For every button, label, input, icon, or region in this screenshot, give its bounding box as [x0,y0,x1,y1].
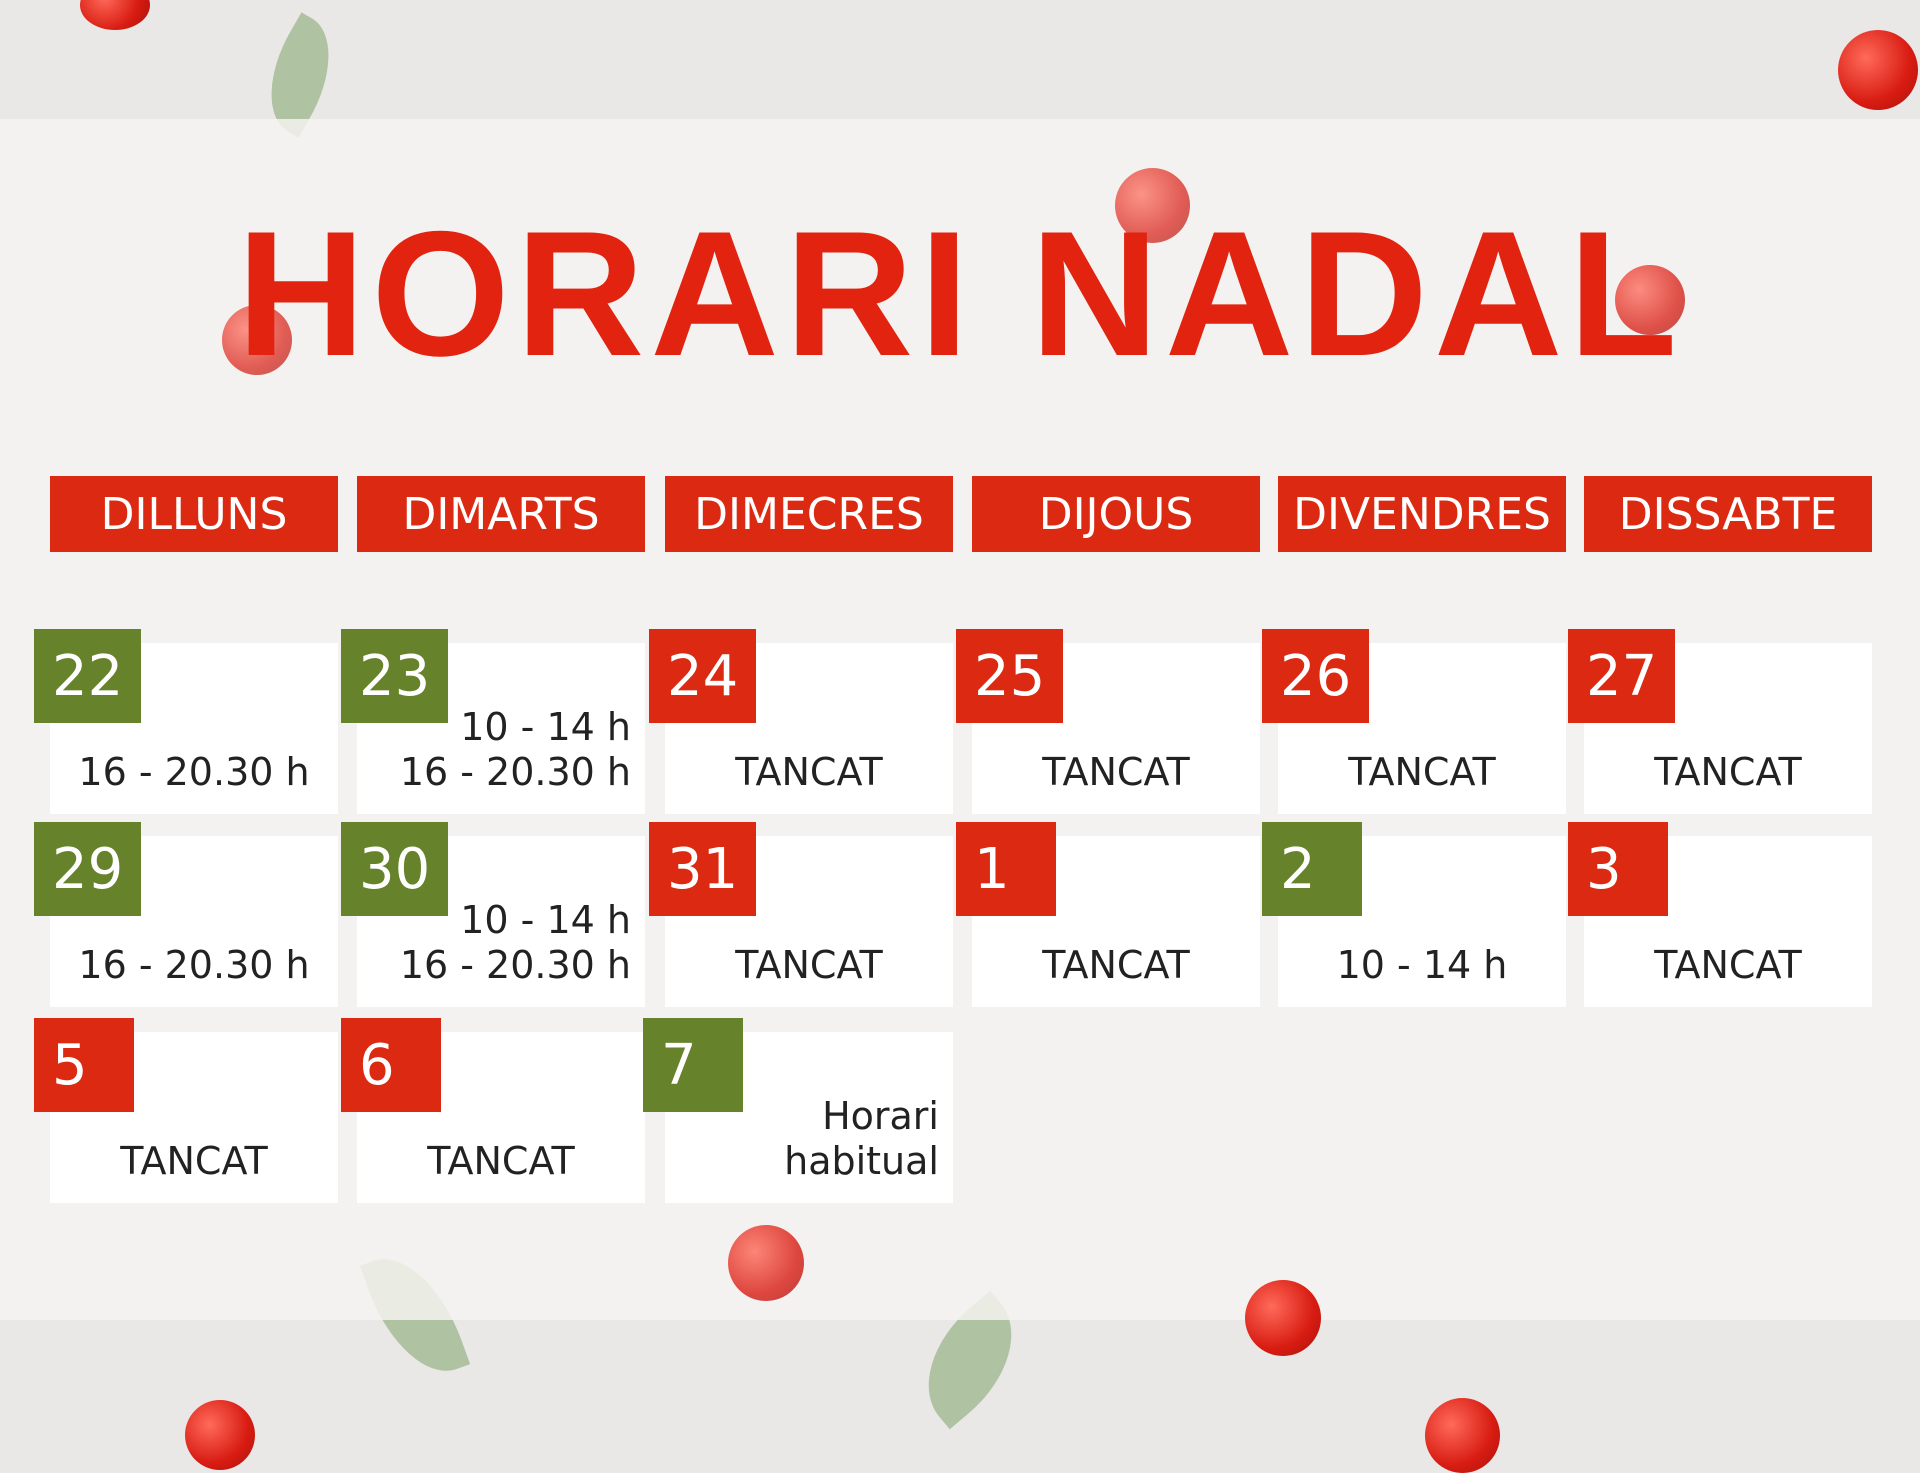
day-header-dimarts: DIMARTS [357,476,645,552]
day-number-badge: 25 [956,629,1063,723]
calendar-cell [357,1032,645,1203]
hours-line: Horari [822,1093,939,1138]
hours-line: 16 - 20.30 h [399,750,631,795]
berry-decoration [185,1400,255,1470]
calendar-cell [1584,836,1872,1007]
hours-text [1278,943,1566,989]
day-number-badge: 22 [34,629,141,723]
day-header-dilluns: DILLUNS [50,476,338,552]
hours-line: 16 - 20.30 h [399,943,631,988]
hours-line: 10 - 14 h [460,704,631,749]
hours-text [972,943,1260,989]
hours-text [972,750,1260,796]
calendar-cell [665,643,953,814]
day-header-dimecres: DIMECRES [665,476,953,552]
hours-line: TANCAT [1654,750,1802,795]
day-number-badge: 30 [341,822,448,916]
day-number-badge: 27 [1568,629,1675,723]
hours-text [1584,943,1872,989]
hours-line: TANCAT [427,1139,575,1184]
day-number-badge: 24 [649,629,756,723]
calendar-cell [972,836,1260,1007]
day-number-badge: 6 [341,1018,441,1112]
day-header-divendres: DIVENDRES [1278,476,1566,552]
day-number-badge: 1 [956,822,1056,916]
hours-line: TANCAT [1654,943,1802,988]
day-number-badge: 26 [1262,629,1369,723]
hours-line: 10 - 14 h [1336,943,1508,988]
day-header-dissabte: DISSABTE [1584,476,1872,552]
hours-line: habitual [784,1139,939,1184]
day-number-badge: 23 [341,629,448,723]
hours-text [50,1139,338,1185]
hours-text [357,898,631,989]
hours-line: 16 - 20.30 h [78,943,310,988]
calendar-cell [1278,643,1566,814]
hours-line: TANCAT [735,750,883,795]
hours-text [1278,750,1566,796]
hours-line: TANCAT [120,1139,268,1184]
hours-line: TANCAT [1042,750,1190,795]
page-title: HORARI NADAL [236,194,1684,393]
day-number-badge: 29 [34,822,141,916]
berry-decoration [1425,1398,1500,1473]
hours-text [50,750,338,796]
calendar-cell [357,836,645,1007]
day-number-badge: 7 [643,1018,743,1112]
hours-line: TANCAT [1348,750,1496,795]
calendar-cell [1584,643,1872,814]
day-number-badge: 3 [1568,822,1668,916]
calendar-cell [972,643,1260,814]
hours-line: 10 - 14 h [460,897,631,942]
calendar-cell [357,643,645,814]
calendar-cell [50,1032,338,1203]
berry-decoration [80,0,150,30]
hours-text [357,1139,645,1185]
calendar-cell [50,836,338,1007]
hours-text [1584,750,1872,796]
calendar-cell [665,836,953,1007]
hours-text [50,943,338,989]
day-number-badge: 31 [649,822,756,916]
calendar-cell [1278,836,1566,1007]
hours-text [357,705,631,796]
hours-text [665,750,953,796]
day-number-badge: 5 [34,1018,134,1112]
calendar-cell [661,1032,953,1203]
berry-decoration [1838,30,1918,110]
day-number-badge: 2 [1262,822,1362,916]
hours-line: TANCAT [735,943,883,988]
berry-decoration [728,1225,804,1301]
hours-text [665,943,953,989]
hours-line: TANCAT [1042,943,1190,988]
day-header-dijous: DIJOUS [972,476,1260,552]
calendar-cell [50,643,338,814]
berry-decoration [1245,1280,1321,1356]
hours-line: 16 - 20.30 h [78,750,310,795]
hours-text [665,1094,939,1185]
